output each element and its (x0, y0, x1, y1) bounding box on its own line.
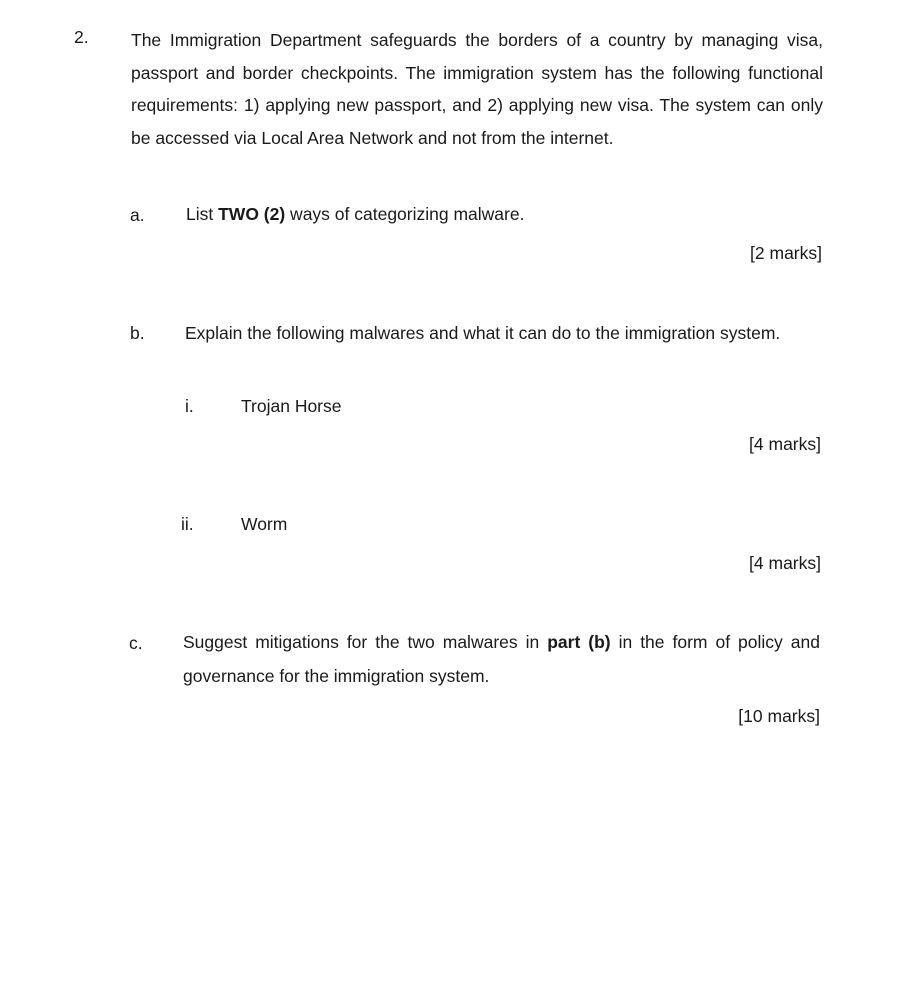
part-b-sub-ii-label: ii. (181, 514, 194, 534)
part-a-text-bold: TWO (2) (218, 204, 286, 224)
part-b-sub-ii-text: Worm (241, 514, 288, 534)
part-b-sub-i-label: i. (185, 396, 194, 416)
part-c-text-before: Suggest mitigations for the two malwares in (183, 632, 548, 652)
part-b-sub-i-marks: [4 marks] (749, 434, 821, 454)
part-a-text-after: ways of categorizing malware. (285, 204, 525, 224)
part-b-label: b. (130, 323, 145, 343)
part-c-text (183, 626, 820, 693)
part-a-text-before: List (186, 204, 219, 224)
part-b-text: Explain the following malwares and what it can do to the immigration system. (185, 323, 781, 343)
part-c-marks: [10 marks] (738, 706, 820, 726)
part-b-sub-ii-marks: [4 marks] (749, 553, 821, 573)
part-a-label: a. (130, 205, 145, 225)
question-stem: The Immigration Department safeguards the borders of a country by managing visa, passport and border checkpoints. The immigration system has the following functional requirements: 1) applying new passport, and 2) applying new visa. The system can only be accessed via Local Area Network and not from the internet. (131, 30, 823, 149)
part-a-text (186, 204, 524, 225)
question-number: 2. (74, 27, 89, 47)
part-a-marks: [2 marks] (750, 243, 822, 263)
part-c-text-bold: part (b) (547, 632, 611, 652)
part-c-text-after: in the form of policy and governance for the immigration system. (183, 632, 820, 686)
part-b-sub-i-text: Trojan Horse (241, 396, 342, 416)
part-c-label: c. (129, 633, 143, 653)
